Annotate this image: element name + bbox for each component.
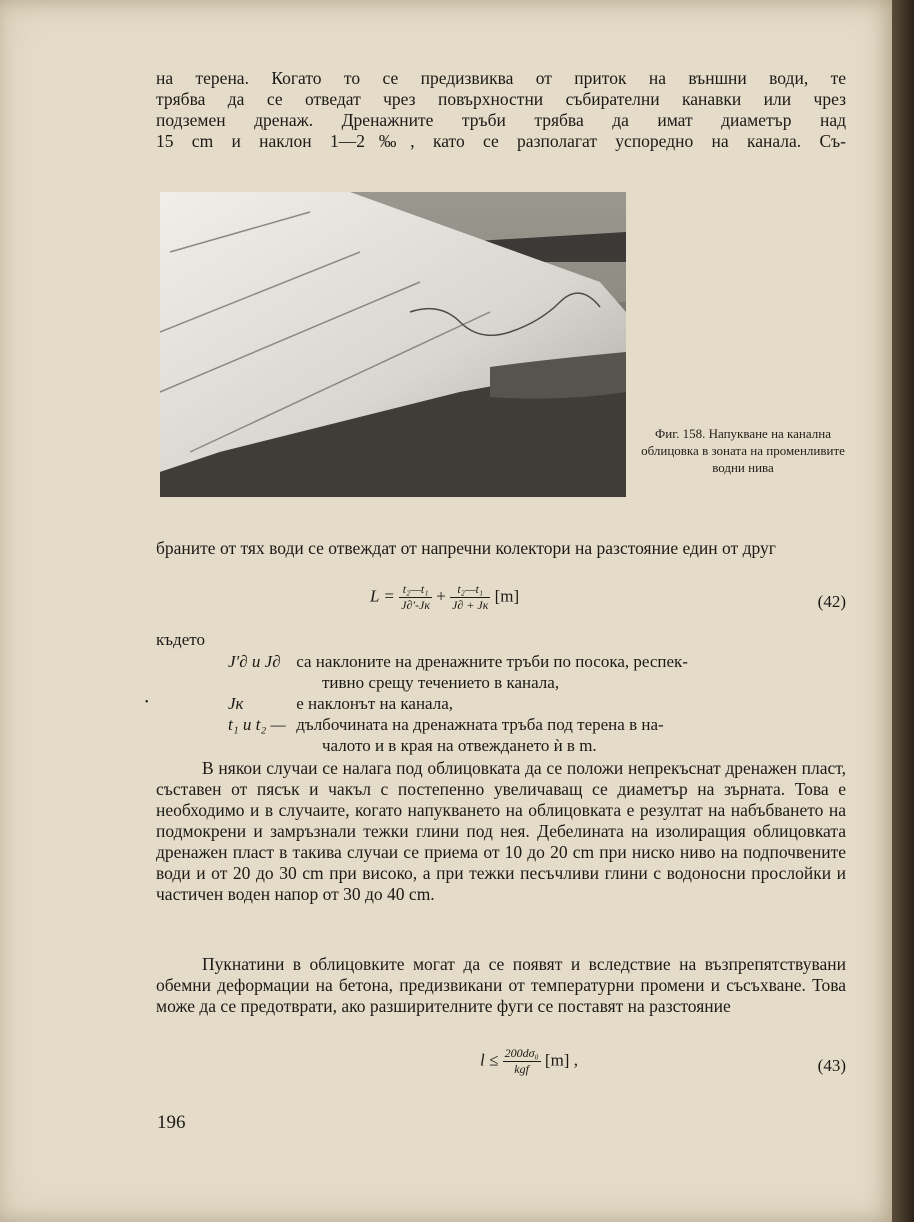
- paragraph-4: Пукнатини в облицовките могат да се появят и вследствие на възпрепятствувани обемни деформации на бетона, предизвикани от температурни промени и съсъхване. Това може да се предотврати, ако разширителните фуги се поставят на разстояние: [156, 954, 846, 1016]
- formula-unit: [m] ,: [544, 1050, 578, 1070]
- fraction-1: [399, 582, 432, 613]
- fraction: [503, 1046, 541, 1077]
- definition-item: [228, 714, 848, 756]
- page-edge: [892, 0, 914, 1222]
- where-label: където: [156, 630, 205, 649]
- fraction-numerator: t₂—t₁: [450, 582, 490, 598]
- definition-item: [228, 693, 848, 714]
- fraction-denominator: J∂′-Jк: [401, 598, 430, 612]
- fraction-denominator: kgf: [514, 1062, 529, 1076]
- definition-symbol: Jк: [228, 694, 244, 713]
- canal-lining-photo: [160, 192, 626, 497]
- definitions-list: [228, 651, 848, 756]
- definition-item: [228, 651, 848, 693]
- text-line: на терена. Когато то се предизвиква от приток на външни води, те: [156, 68, 846, 88]
- definition-continuation: чалото и в края на отвеждането ѝ в m.: [322, 736, 597, 755]
- text-line: 15 cm и наклон 1—2‰, като се разполагат успоредно на канала. Съ-: [156, 131, 846, 151]
- paragraph-3: В някои случаи се налага под облицовката да се положи непрекъснат дренажен пласт, съставен от пясък и чакъл с постепенно увеличаващ се диаметър на зърната. Това е необходимо и в случаите, когато напукването на облицовката е резултат на набъбването на подмокрени и замръзнали тежки глини под нея. Дебелината на изолиращия облицовката дренажен пласт в такива случаи се приема от 10 до 20 cm при ниско ниво на подпочвените води и от 20 до 30 cm при високо, а при тежки песъчливи глини с водоносни прослойки и частичен воден напор от 30 до 40 cm.: [156, 758, 846, 904]
- fraction-2: [450, 582, 490, 613]
- definition-symbol: J′∂ и J∂: [228, 652, 281, 671]
- definition-text: са наклоните на дренажните тръби по посока, респек-: [296, 652, 688, 671]
- fraction-denominator: J∂ + Jк: [452, 598, 489, 612]
- fraction-numerator: t₂—t₁: [399, 582, 432, 598]
- definition-text: е наклонът на канала,: [296, 694, 454, 713]
- equation-number: (43): [817, 1056, 846, 1075]
- formula-42: [370, 582, 846, 626]
- margin-dot: •: [145, 697, 149, 708]
- definition-symbol: t₁ и t₂ —: [228, 715, 286, 734]
- formula-lhs: l ≤: [480, 1050, 499, 1070]
- definition-text: дълбочината на дренажната тръба под терена в на-: [296, 715, 664, 734]
- figure-photo: [160, 192, 626, 497]
- text-line: подземен дренаж. Дренажните тръби трябва да имат диаметър над: [156, 110, 846, 130]
- fraction-numerator: 200dσ₀: [504, 1046, 539, 1060]
- definition-continuation: тивно срещу течението в канала,: [322, 673, 560, 692]
- page-number: 196: [157, 1112, 186, 1133]
- text-line: трябва да се отведат чрез повърхностни събирателни канавки или чрез: [156, 89, 846, 109]
- paragraph-2: браните от тях води се отвеждат от напречни колектори на разстояние един от друг: [156, 538, 776, 558]
- figure-caption: Фиг. 158. Напукване на канална облицовка в зоната на променливите водни нива: [641, 426, 845, 475]
- formula-43: [480, 1046, 846, 1086]
- formula-lhs: L =: [370, 586, 395, 606]
- paragraph-1: [156, 68, 846, 152]
- equation-number: (42): [817, 592, 846, 611]
- formula-unit: [m]: [494, 586, 520, 606]
- formula-plus: +: [436, 586, 446, 606]
